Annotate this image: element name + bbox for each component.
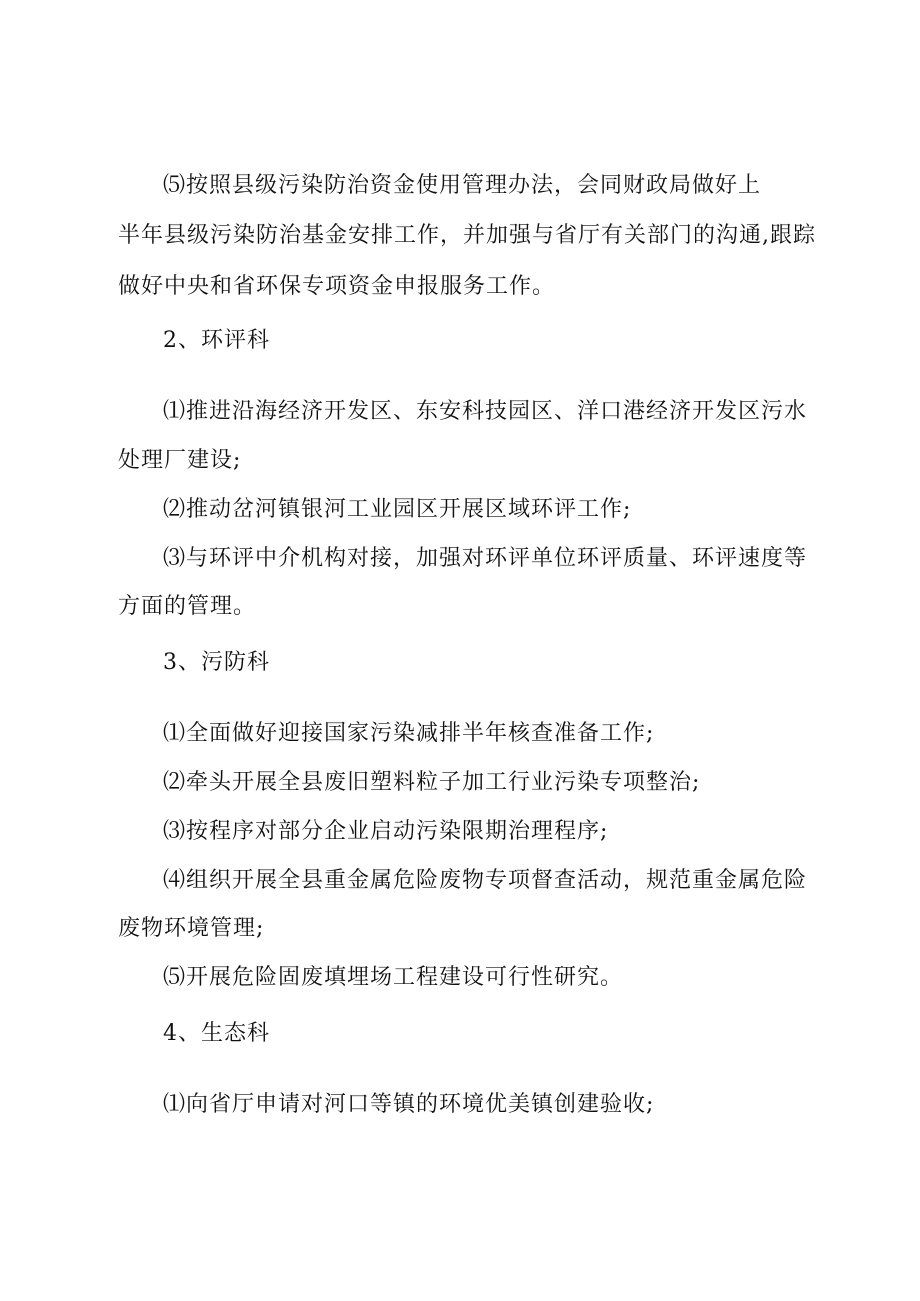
paragraph-line: ⑷组织开展全县重金属危险废物专项督查活动，规范重金属危险 bbox=[163, 868, 808, 893]
section-heading: 3、污防科 bbox=[163, 650, 270, 675]
paragraph-line: ⑸按照县级污染防治资金使用管理办法，会同财政局做好上 bbox=[163, 173, 762, 198]
paragraph-line: 半年县级污染防治基金安排工作，并加强与省厅有关部门的沟通,跟踪 bbox=[118, 223, 816, 248]
paragraph-line: 方面的管理。 bbox=[118, 594, 257, 619]
paragraph-line: 废物环境管理; bbox=[118, 916, 265, 941]
paragraph-line: ⑵推动岔河镇银河工业园区开展区域环评工作; bbox=[163, 497, 632, 522]
paragraph-line: 处理厂建设; bbox=[118, 448, 242, 473]
paragraph-line: ⑴向省厅申请对河口等镇的环境优美镇创建验收; bbox=[163, 1092, 655, 1117]
paragraph-line: ⑴推进沿海经济开发区、东安科技园区、洋口港经济开发区污水 bbox=[163, 399, 808, 424]
paragraph-line: ⑶与环评中介机构对接，加强对环评单位环评质量、环评速度等 bbox=[163, 546, 808, 571]
paragraph-line: ⑸开展危险固废填埋场工程建设可行性研究。 bbox=[163, 965, 624, 990]
paragraph-line: 做好中央和省环保专项资金申报服务工作。 bbox=[118, 274, 556, 299]
section-heading: 2、环评科 bbox=[163, 328, 270, 353]
paragraph-line: ⑶按程序对部分企业启动污染限期治理程序; bbox=[163, 819, 609, 844]
section-heading: 4、生态科 bbox=[163, 1021, 270, 1046]
paragraph-line: ⑴全面做好迎接国家污染减排半年核查准备工作; bbox=[163, 721, 655, 746]
paragraph-line: ⑵牵头开展全县废旧塑料粒子加工行业污染专项整治; bbox=[163, 770, 701, 795]
